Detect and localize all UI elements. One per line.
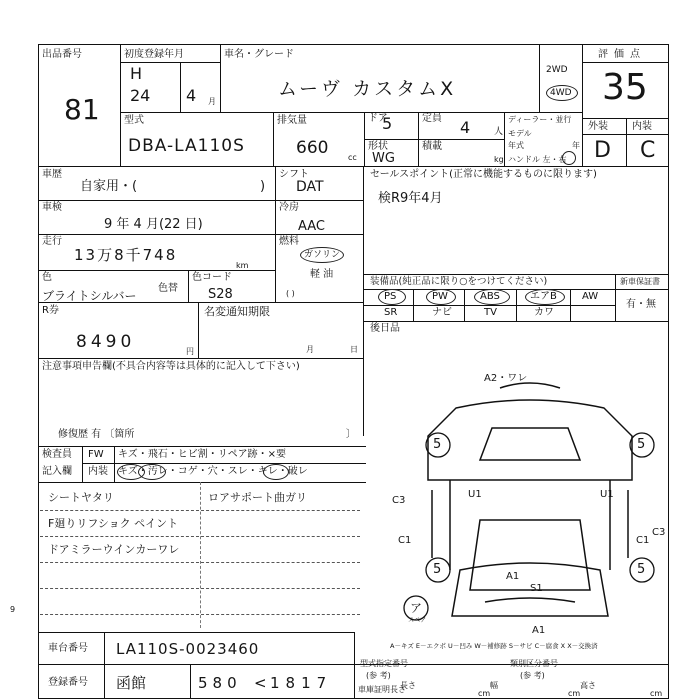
mileage-unit: km xyxy=(236,261,249,270)
width-label: 幅 xyxy=(490,681,498,690)
side-mark: 9 xyxy=(10,605,16,614)
dealer-model-label: モデル xyxy=(508,129,532,138)
int-items: キズ・汚レ・コゲ・穴・スレ・キレ・破レ xyxy=(118,466,308,477)
equip-leather: カワ xyxy=(534,307,554,318)
handle-label: ハンドル 左・右 xyxy=(508,155,567,164)
repair-history: 修復歴 有 〔箇所 xyxy=(58,429,135,440)
displacement-label: 排気量 xyxy=(277,115,307,126)
shift-value: DAT xyxy=(296,179,324,195)
int-circle-3 xyxy=(263,464,289,480)
plate-label: 登録番号 xyxy=(48,677,88,688)
history-label: 車歴 xyxy=(42,169,62,180)
tire-fr: 5 xyxy=(637,437,646,452)
garage-length: 車庫証明長さ xyxy=(358,685,406,694)
doors-value: 5 xyxy=(382,114,393,133)
mileage-value: 13万8千748 xyxy=(74,246,178,264)
recycle-value: 8490 xyxy=(76,332,136,352)
sales-point-value: 検R9年4月 xyxy=(378,191,443,206)
remark-right: ロアサポート曲ガリ xyxy=(208,491,307,504)
mark-a1-roof: A1 xyxy=(506,571,520,582)
handle-circle xyxy=(562,151,576,165)
int-circle-2 xyxy=(138,464,166,480)
fuel-gas: ガソリン xyxy=(304,250,341,260)
remark-2: F廻りリフショク ペイント xyxy=(48,517,179,530)
inspect-label-2: 記入欄 xyxy=(42,466,72,477)
equip-sr: SR xyxy=(384,307,398,318)
shape-value: WG xyxy=(372,151,395,166)
warranty-value: 有・無 xyxy=(626,299,656,310)
tire-rr: 5 xyxy=(637,562,646,577)
2wd-label: 2WD xyxy=(546,65,568,75)
notes-label: 注意事項申告欄(不具合内容等は具体的に記入して下さい) xyxy=(42,361,300,372)
equip-pw-circle xyxy=(426,289,456,305)
shift-label: シフト xyxy=(279,169,309,180)
post-fit-label: 後日品 xyxy=(370,323,400,334)
cooler-value: AAC xyxy=(298,219,325,234)
mark-c3-right: C3 xyxy=(652,527,666,538)
equip-ps: PS xyxy=(384,291,397,302)
mark-c1-right: C1 xyxy=(636,535,650,546)
color-code: S28 xyxy=(208,287,233,302)
repair-close: 〕 xyxy=(346,429,356,440)
displacement-unit: cc xyxy=(348,153,357,162)
lot-label: 出品番号 xyxy=(42,49,82,60)
mod-day: 日 xyxy=(350,345,358,354)
height-cm: cm xyxy=(650,689,663,698)
length-cm: cm xyxy=(478,689,491,698)
history-value: 自家用・( xyxy=(80,179,138,194)
recycle-unit: 円 xyxy=(186,347,194,356)
equip-abs-circle xyxy=(474,289,510,305)
spec-label: 型式指定番号 xyxy=(360,659,408,668)
mark-c1-left: C1 xyxy=(398,535,412,546)
equip-tv: TV xyxy=(484,307,497,318)
car-value: ムーヴ カスタムX xyxy=(278,78,457,100)
cooler-label: 冷房 xyxy=(279,202,299,213)
mark-c3-left: C3 xyxy=(392,495,406,506)
4wd-label: 4WD xyxy=(550,88,572,98)
dealer-label: ディーラー・並行 xyxy=(508,115,572,124)
equip-pw: PW xyxy=(432,291,448,302)
equip-ps-circle xyxy=(378,289,406,305)
length-label: 長さ xyxy=(400,681,416,690)
spare-mark: ア xyxy=(410,601,423,615)
load-label: 積載 xyxy=(422,141,442,152)
capacity-value: 4 xyxy=(460,118,471,137)
first-reg-era: H xyxy=(130,64,143,83)
int-grade: C xyxy=(640,138,656,163)
capacity-unit: 人 xyxy=(494,127,504,137)
grade-label: 評価点 xyxy=(598,49,646,60)
plate-num: 580 xyxy=(198,674,242,692)
equip-aw: AW xyxy=(582,291,599,302)
mark-a2: A2・ワレ xyxy=(484,373,528,384)
doors-label: ドア xyxy=(368,113,388,124)
fw-label: FW xyxy=(88,449,104,460)
spare-label: スペア xyxy=(408,617,427,624)
fuel-label: 燃料 xyxy=(279,236,299,247)
plate-city: 函館 xyxy=(116,674,147,692)
ext-grade: D xyxy=(594,138,611,163)
color-change-label: 色替 xyxy=(158,283,178,294)
inspection-label: 車検 xyxy=(42,202,62,213)
mark-a1-rear: A1 xyxy=(532,625,546,636)
dealer-year-unit: 年 xyxy=(572,141,580,150)
mod-month: 月 xyxy=(306,345,314,354)
diagram-legend: A－キズ E－エクボ U－凹み W－補修跡 S－サビ C－腐食 X X－交換済 xyxy=(390,642,598,650)
plate-no: 1817 xyxy=(270,674,333,692)
tire-rl: 5 xyxy=(433,562,442,577)
inspect-label-1: 検査員 xyxy=(42,449,72,460)
car-diagram xyxy=(380,370,680,640)
shape-label: 形状 xyxy=(368,141,388,152)
equip-navi: ナビ xyxy=(432,307,452,318)
spec-ref: (参 考) xyxy=(366,671,391,680)
grade-score: 35 xyxy=(602,67,648,108)
fw-items: キズ・飛石・ヒビ割・リペア跡・×要 xyxy=(118,449,286,460)
load-unit: kg xyxy=(494,155,504,164)
equipment-label: 装備品(純正品に限り○をつけてください) xyxy=(370,276,548,287)
width-cm: cm xyxy=(568,689,581,698)
sales-point-label: セールスポイント(正常に機能するものに限ります) xyxy=(370,169,597,180)
dealer-year-label: 年式 xyxy=(508,141,524,150)
height-label: 高さ xyxy=(580,681,596,690)
ext-label: 外装 xyxy=(588,121,608,132)
chassis-label: 車台番号 xyxy=(48,643,88,654)
model-value: DBA-LA110S xyxy=(128,136,245,156)
capacity-label: 定員 xyxy=(422,113,442,124)
tire-fl: 5 xyxy=(433,437,442,452)
color-value: ブライトシルバー xyxy=(42,289,137,303)
warranty-label: 新車保証書 xyxy=(620,277,660,286)
recycle-label: R券 xyxy=(42,305,59,316)
equip-abs: ABS xyxy=(480,291,500,302)
first-reg-month-unit: 月 xyxy=(208,97,216,106)
remark-3: ドアミラーウインカーワレ xyxy=(48,543,180,556)
cat-label: 類別区分番号 xyxy=(510,659,558,668)
mileage-label: 走行 xyxy=(42,236,62,247)
equip-airb: エアB xyxy=(530,291,557,302)
int-label: 内装 xyxy=(632,121,652,132)
color-label: 色 xyxy=(42,272,52,283)
displacement-value: 660 xyxy=(296,138,329,158)
history-close: ) xyxy=(260,179,266,194)
first-reg-year: 24 xyxy=(130,86,151,105)
mark-s1: S1 xyxy=(530,583,543,594)
fuel-light: 軽 油 xyxy=(310,269,334,280)
inspection-value: 9 年 4 月(22 日) xyxy=(104,217,203,232)
fuel-paren: ( ) xyxy=(286,289,295,298)
mod-deadline-label: 名変通知期限 xyxy=(204,305,270,318)
first-reg-month: 4 xyxy=(186,86,197,105)
mark-u1-right: U1 xyxy=(600,489,614,500)
plate-kana: < xyxy=(254,674,267,692)
equip-airb-circle xyxy=(525,289,565,305)
interior-label: 内装 xyxy=(88,466,108,477)
cat-ref: (参 考) xyxy=(520,671,545,680)
first-reg-label: 初度登録年月 xyxy=(124,49,184,60)
car-label: 車名・グレード xyxy=(224,49,294,60)
chassis-value: LA110S-0023460 xyxy=(116,640,260,658)
model-label: 型式 xyxy=(124,115,144,126)
mark-u1-left: U1 xyxy=(468,489,482,500)
remark-1: シートヤタリ xyxy=(48,491,114,504)
color-code-label: 色コード xyxy=(192,272,232,283)
lot-value: 81 xyxy=(64,93,100,126)
